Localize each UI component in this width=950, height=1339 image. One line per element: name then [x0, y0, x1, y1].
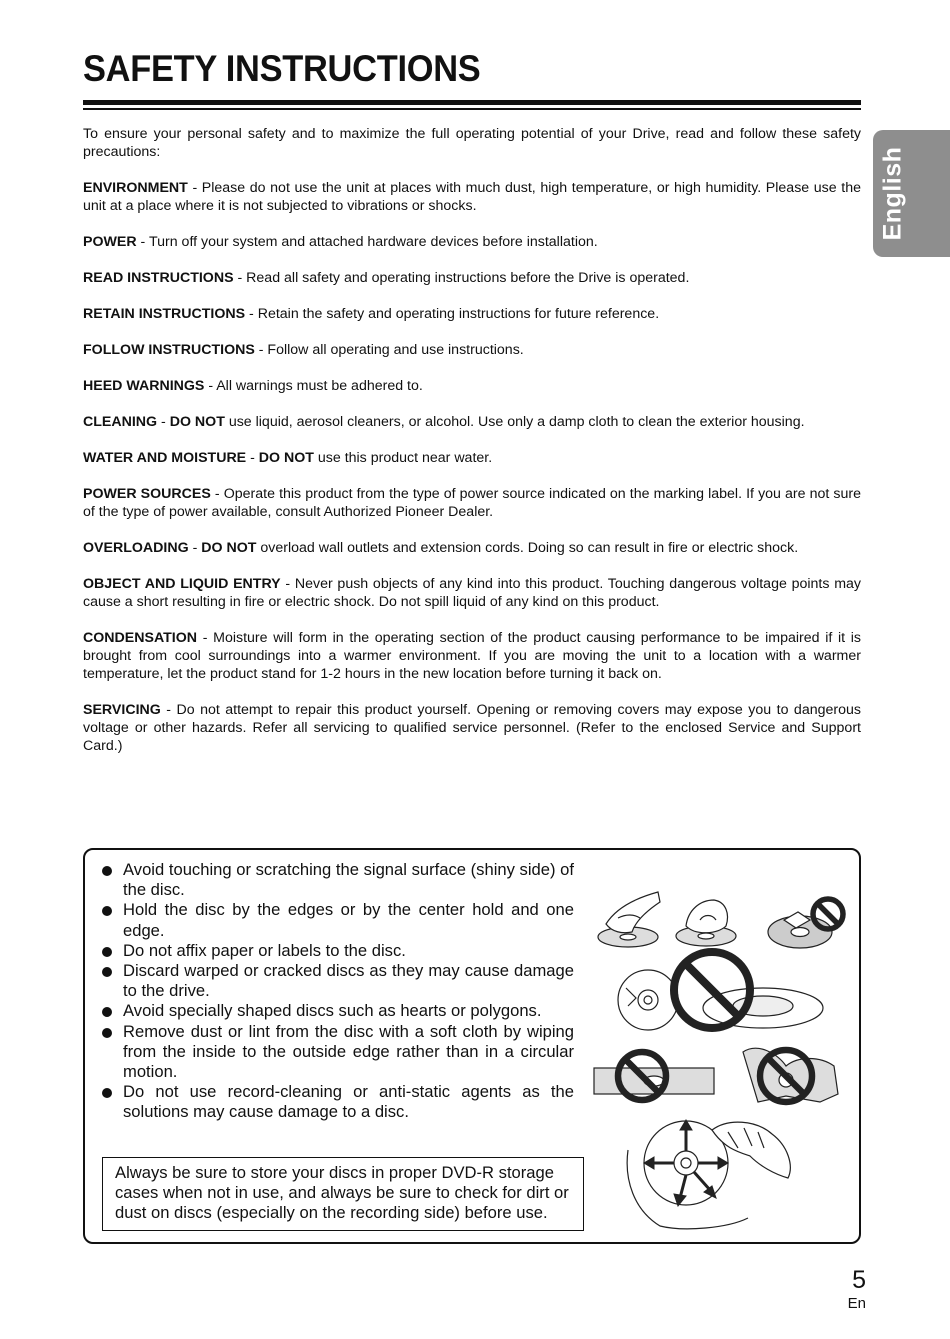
instruction-text: use liquid, aerosol cleaners, or alcohol. Use only a damp cloth to clean the exterior housing. — [224, 414, 805, 430]
instruction-condensation — [83, 629, 861, 683]
instruction-term: SERVICING — [83, 702, 161, 718]
instruction-term: OVERLOADING — [83, 540, 189, 556]
instruction-text: - Never push objects of any kind into this product. Touching dangerous voltage points may cause a short resulting in fire or electric shock. Do not spill liquid of any kind on this product. — [83, 576, 862, 610]
title-rule-thin — [83, 108, 861, 110]
instruction-emphasis: DO NOT — [201, 540, 257, 556]
disc-touch-surface-icon — [598, 892, 660, 947]
instruction-text: overload wall outlets and extension cords. Doing so can result in fire or electric shock. — [256, 540, 799, 556]
instruction-retain — [83, 305, 861, 323]
language-tab-label: English — [878, 146, 907, 241]
instruction-term: ENVIRONMENT — [83, 180, 188, 196]
storage-note: Always be sure to store your discs in proper DVD-R storage cases when not in use, and always be sure to check for dirt or dust on discs (especially on the recording side) before use. — [102, 1157, 584, 1231]
instruction-text: - Read all safety and operating instructions before the Drive is operated. — [233, 270, 690, 286]
cracked-disc-prohibited-icon — [618, 952, 823, 1030]
instruction-sep: - — [157, 414, 170, 430]
instruction-term: WATER AND MOISTURE — [83, 450, 247, 466]
disc-label-prohibited-icon — [768, 899, 843, 948]
disc-hold-edge-icon — [676, 900, 736, 946]
instruction-sep: - — [188, 540, 202, 556]
list-item: Avoid touching or scratching the signal surface (shiny side) of the disc. — [101, 860, 574, 900]
page-number: 5 — [852, 1266, 866, 1294]
instruction-term: CONDENSATION — [83, 630, 198, 646]
instruction-text: use this product near water. — [313, 450, 493, 466]
safety-instructions-body — [83, 125, 861, 773]
instruction-text: - Turn off your system and attached hardware devices before installation. — [136, 234, 598, 250]
list-item: Do not use record-cleaning or anti-static agents as the solutions may cause damage to a disc. — [101, 1082, 574, 1122]
list-item: Hold the disc by the edges or by the center hold and one edge. — [101, 900, 574, 940]
title-rule-thick — [83, 100, 861, 105]
shaped-disc-prohibited-icon — [594, 1048, 838, 1102]
page-language-code: En — [847, 1295, 866, 1312]
instruction-term: HEED WARNINGS — [83, 378, 205, 394]
instruction-term: FOLLOW INSTRUCTIONS — [83, 342, 255, 358]
instruction-emphasis: DO NOT — [169, 414, 225, 430]
instruction-follow — [83, 341, 861, 359]
instruction-term: POWER — [83, 234, 137, 250]
intro-paragraph: To ensure your personal safety and to maximize the full operating potential of your Drive, read and follow these safety precautions: — [83, 126, 861, 160]
instruction-cleaning — [83, 413, 861, 431]
list-item: Avoid specially shaped discs such as hearts or polygons. — [101, 1001, 574, 1021]
instruction-term: POWER SOURCES — [83, 486, 211, 502]
instruction-sep: - — [246, 450, 259, 466]
instruction-read — [83, 269, 861, 287]
instruction-power — [83, 233, 861, 251]
list-item: Do not affix paper or labels to the disc. — [101, 941, 574, 961]
disc-care-list — [101, 860, 574, 1123]
instruction-overloading — [83, 539, 861, 557]
list-item: Remove dust or lint from the disc with a soft cloth by wiping from the inside to the outside edge rather than in a circular motion. — [101, 1022, 574, 1083]
list-item: Discard warped or cracked discs as they may cause damage to the drive. — [101, 961, 574, 1001]
instruction-environment — [83, 179, 861, 215]
instruction-text: - Do not attempt to repair this product yourself. Opening or removing covers may expose you to dangerous voltage or other hazards. Refer all servicing to qualified service personnel. (Refer to the enclosed Service and Support Card.) — [83, 702, 861, 754]
instruction-text: - Please do not use the unit at places with much dust, high temperature, or high humidity. Please use the unit at a place where it is not subjected to vibrations or shocks. — [83, 180, 861, 214]
instruction-text: - All warnings must be adhered to. — [204, 378, 423, 394]
instruction-heed — [83, 377, 861, 395]
instruction-text: - Follow all operating and use instructions. — [254, 342, 524, 358]
wipe-disc-icon — [627, 1120, 790, 1229]
instruction-object-liquid — [83, 575, 861, 611]
instruction-term: RETAIN INSTRUCTIONS — [83, 306, 246, 322]
instruction-text: - Moisture will form in the operating section of the product causing performance to be impaired if it is brought from cool surroundings into a warmer environment. If you are moving the unit to a location with a warmer temperature, let the product stand for 1-2 hours in the new location before turning it back on. — [83, 630, 861, 682]
instruction-servicing — [83, 701, 861, 755]
instruction-term: CLEANING — [83, 414, 158, 430]
instruction-text: - Operate this product from the type of power source indicated on the marking label. If you are not sure of the type of power available, consult Authorized Pioneer Dealer. — [83, 486, 862, 520]
instruction-term: READ INSTRUCTIONS — [83, 270, 234, 286]
page-title: SAFETY INSTRUCTIONS — [83, 48, 481, 89]
language-tab-label-wrap — [873, 130, 913, 257]
instruction-emphasis: DO NOT — [258, 450, 314, 466]
instruction-power-sources — [83, 485, 861, 521]
instruction-water — [83, 449, 861, 467]
disc-handling-illustration — [588, 880, 850, 1234]
instruction-term: OBJECT AND LIQUID ENTRY — [83, 576, 281, 592]
instruction-text: - Retain the safety and operating instructions for future reference. — [245, 306, 660, 322]
